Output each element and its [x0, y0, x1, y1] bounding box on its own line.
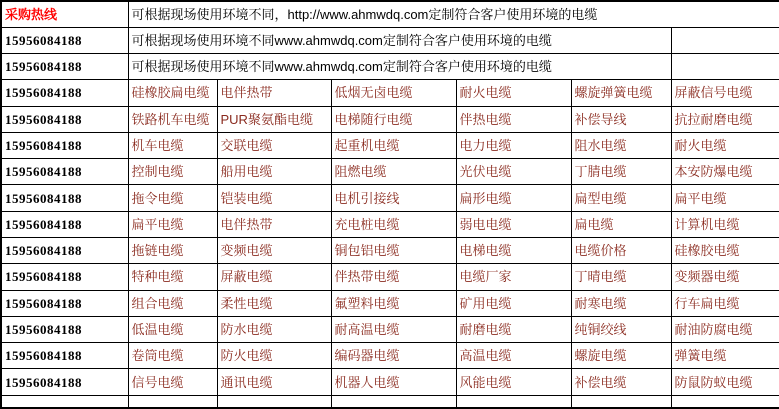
cable-keyword-link[interactable]: 控制电缆	[128, 159, 217, 185]
cable-keyword-link[interactable]: 扁平电缆	[671, 185, 779, 211]
cable-keyword-link[interactable]: 氟塑料电缆	[331, 290, 456, 316]
phone-number: 15956084188	[1, 343, 128, 369]
cable-keyword-link[interactable]: 风能电缆	[456, 369, 571, 395]
table-row	[1, 290, 779, 316]
phone-number: 15956084188	[1, 211, 128, 237]
cable-keyword-link[interactable]: 机器人电缆	[331, 369, 456, 395]
cable-keyword-link[interactable]: 抗拉耐磨电缆	[671, 106, 779, 132]
cable-keyword-link[interactable]: 防水电缆	[217, 316, 331, 342]
cable-keyword-link[interactable]: 低烟无卤电缆	[331, 80, 456, 106]
cable-keyword-link[interactable]: 矿用电缆	[456, 290, 571, 316]
cable-keyword-link[interactable]: 屏蔽电缆	[217, 264, 331, 290]
cable-keyword-link[interactable]: 电力电缆	[456, 132, 571, 158]
cable-keyword-link[interactable]: 螺旋电缆	[571, 343, 671, 369]
cable-keyword-link[interactable]: 起重机电缆	[331, 132, 456, 158]
cable-keyword-link[interactable]: 行车扁电缆	[671, 290, 779, 316]
cable-keyword-link[interactable]: 补偿电缆	[571, 369, 671, 395]
cable-keyword-link[interactable]: 耐磨电缆	[456, 316, 571, 342]
cable-keyword-link[interactable]: 交联电缆	[217, 132, 331, 158]
cable-keyword-link[interactable]: 耐火电缆	[456, 80, 571, 106]
cable-keyword-link[interactable]: 防火电缆	[217, 343, 331, 369]
empty-cell	[1, 395, 128, 408]
cable-keyword-link[interactable]: 耐寒电缆	[571, 290, 671, 316]
cable-keyword-link[interactable]: 电梯电缆	[456, 238, 571, 264]
cable-keyword-link[interactable]: 防鼠防蚁电缆	[671, 369, 779, 395]
table-row	[1, 80, 779, 106]
cable-keyword-link[interactable]: 铁路机车电缆	[128, 106, 217, 132]
cable-keyword-link[interactable]: 补偿导线	[571, 106, 671, 132]
cable-keyword-link[interactable]: 变频器电缆	[671, 264, 779, 290]
cable-keyword-link[interactable]: 耐油防腐电缆	[671, 316, 779, 342]
cable-keyword-link[interactable]: 硅橡胶扁电缆	[128, 80, 217, 106]
table-row	[1, 264, 779, 290]
cable-keyword-link[interactable]: 耐高温电缆	[331, 316, 456, 342]
cable-keyword-link[interactable]: 信号电缆	[128, 369, 217, 395]
cable-keyword-link[interactable]: 丁晴电缆	[571, 264, 671, 290]
empty-cell	[128, 395, 217, 408]
cable-keyword-link[interactable]: 拖令电缆	[128, 185, 217, 211]
phone-notice-row	[1, 54, 779, 80]
empty-cell	[671, 54, 779, 80]
cable-keyword-link[interactable]: 柔性电缆	[217, 290, 331, 316]
cable-keyword-link[interactable]: 电伴热带	[217, 211, 331, 237]
table-row	[1, 316, 779, 342]
cable-keyword-link[interactable]: 伴热带电缆	[331, 264, 456, 290]
cable-keyword-link[interactable]: 电缆价格	[571, 238, 671, 264]
phone-notice-row	[1, 27, 779, 53]
notice-short-text: 可根据现场使用环境不同www.ahmwdq.com定制符合客户使用环境的电缆	[128, 27, 671, 53]
cable-keyword-link[interactable]: 铠装电缆	[217, 185, 331, 211]
table-row	[1, 185, 779, 211]
cable-keyword-link[interactable]: 扁形电缆	[456, 185, 571, 211]
cable-keyword-link[interactable]: PUR聚氨酯电缆	[217, 106, 331, 132]
cable-keyword-link[interactable]: 电梯随行电缆	[331, 106, 456, 132]
empty-cell	[671, 27, 779, 53]
phone-number: 15956084188	[1, 159, 128, 185]
cable-keyword-link[interactable]: 编码器电缆	[331, 343, 456, 369]
cable-keyword-link[interactable]: 组合电缆	[128, 290, 217, 316]
cable-keyword-link[interactable]: 屏蔽信号电缆	[671, 80, 779, 106]
cable-keyword-link[interactable]: 螺旋弹簧电缆	[571, 80, 671, 106]
cable-keyword-link[interactable]: 卷筒电缆	[128, 343, 217, 369]
notice-full-text: 可根据现场使用环境不同，http://www.ahmwdq.com定制符合客户使用环境的电缆	[128, 1, 779, 27]
cable-keyword-link[interactable]: 丁腈电缆	[571, 159, 671, 185]
phone-number: 15956084188	[1, 264, 128, 290]
cable-keyword-link[interactable]: 特种电缆	[128, 264, 217, 290]
cable-keyword-link[interactable]: 弱电电缆	[456, 211, 571, 237]
cable-keyword-link[interactable]: 机车电缆	[128, 132, 217, 158]
cable-keyword-link[interactable]: 耐火电缆	[671, 132, 779, 158]
empty-cell	[571, 395, 671, 408]
cable-keyword-link[interactable]: 伴热电缆	[456, 106, 571, 132]
cable-keyword-link[interactable]: 本安防爆电缆	[671, 159, 779, 185]
cable-keyword-link[interactable]: 变频电缆	[217, 238, 331, 264]
phone-number: 15956084188	[1, 316, 128, 342]
empty-cell	[331, 395, 456, 408]
table-row	[1, 343, 779, 369]
table-row	[1, 106, 779, 132]
notice-short-text: 可根据现场使用环境不同www.ahmwdq.com定制符合客户使用环境的电缆	[128, 54, 671, 80]
cable-keyword-link[interactable]: 扁型电缆	[571, 185, 671, 211]
empty-cell	[671, 395, 779, 408]
cable-keyword-link[interactable]: 船用电缆	[217, 159, 331, 185]
empty-bottom-row	[1, 395, 779, 408]
cable-keyword-link[interactable]: 低温电缆	[128, 316, 217, 342]
cable-keyword-link[interactable]: 通讯电缆	[217, 369, 331, 395]
hotline-label: 采购热线	[1, 1, 128, 27]
phone-number: 15956084188	[1, 54, 128, 80]
cable-keyword-link[interactable]: 电缆厂家	[456, 264, 571, 290]
phone-number: 15956084188	[1, 238, 128, 264]
cable-keyword-link[interactable]: 铜包铝电缆	[331, 238, 456, 264]
cable-keyword-link[interactable]: 阻水电缆	[571, 132, 671, 158]
cable-keyword-link[interactable]: 拖链电缆	[128, 238, 217, 264]
phone-number: 15956084188	[1, 290, 128, 316]
phone-number: 15956084188	[1, 27, 128, 53]
cable-keyword-link[interactable]: 电机引接线	[331, 185, 456, 211]
cable-keyword-link[interactable]: 光伏电缆	[456, 159, 571, 185]
empty-cell	[456, 395, 571, 408]
table-row	[1, 369, 779, 395]
phone-number: 15956084188	[1, 80, 128, 106]
cable-keyword-link[interactable]: 弹簧电缆	[671, 343, 779, 369]
cable-keyword-link[interactable]: 电伴热带	[217, 80, 331, 106]
table-row	[1, 132, 779, 158]
cable-keyword-link[interactable]: 充电桩电缆	[331, 211, 456, 237]
cable-keyword-link[interactable]: 扁电缆	[571, 211, 671, 237]
hotline-row	[1, 1, 779, 27]
table-row	[1, 211, 779, 237]
cable-keyword-link[interactable]: 阻燃电缆	[331, 159, 456, 185]
phone-number: 15956084188	[1, 185, 128, 211]
empty-cell	[217, 395, 331, 408]
cable-keyword-link[interactable]: 硅橡胶电缆	[671, 238, 779, 264]
cable-keyword-link[interactable]: 扁平电缆	[128, 211, 217, 237]
cable-keyword-link[interactable]: 高温电缆	[456, 343, 571, 369]
phone-number: 15956084188	[1, 132, 128, 158]
phone-number: 15956084188	[1, 106, 128, 132]
phone-number: 15956084188	[1, 369, 128, 395]
table-row	[1, 159, 779, 185]
table-row	[1, 238, 779, 264]
cable-keyword-link[interactable]: 计算机电缆	[671, 211, 779, 237]
cable-keyword-link[interactable]: 纯铜绞线	[571, 316, 671, 342]
